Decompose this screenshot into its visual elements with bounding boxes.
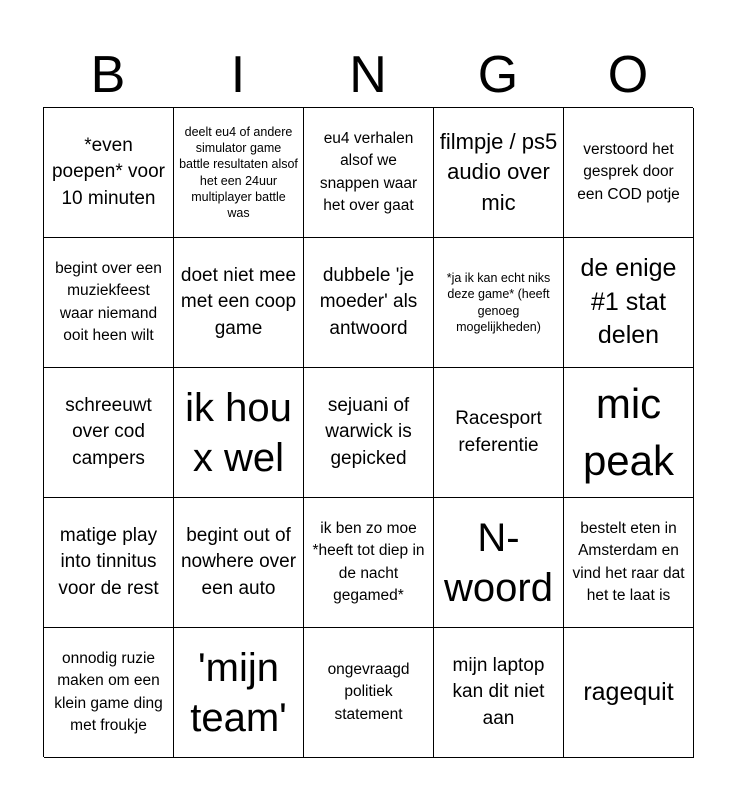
bingo-cell[interactable] — [304, 628, 434, 758]
cell-text: N-woord — [444, 515, 553, 610]
bingo-cell[interactable] — [174, 628, 304, 758]
bingo-header — [43, 44, 693, 106]
bingo-cell[interactable] — [44, 368, 174, 498]
bingo-cell[interactable] — [304, 368, 434, 498]
cell-text: ik ben zo moe *heeft tot diep in de nacht gegamed* — [312, 519, 425, 604]
bingo-cell[interactable] — [44, 108, 174, 238]
bingo-cell[interactable] — [434, 238, 564, 368]
cell-text: *even poepen* voor 10 minuten — [51, 134, 166, 209]
bingo-cell[interactable] — [174, 498, 304, 628]
cell-text: bestelt eten in Amsterdam en vind het raar dat het te laat is — [572, 519, 685, 604]
bingo-cell[interactable] — [304, 238, 434, 368]
bingo-cell[interactable] — [564, 108, 694, 238]
header-letter-g: G — [477, 46, 519, 104]
cell-text: ik hou x wel — [185, 385, 292, 480]
bingo-cell[interactable] — [434, 628, 564, 758]
cell-text: Racesport referentie — [455, 407, 542, 456]
bingo-cell[interactable] — [434, 368, 564, 498]
cell-text: begint over een muziekfeest waar niemand ooit heen wilt — [55, 259, 162, 344]
bingo-cell[interactable] — [564, 498, 694, 628]
cell-text: de enige #1 stat delen — [580, 253, 677, 350]
cell-text: ongevraagd politiek statement — [327, 660, 410, 723]
header-letter-o: O — [607, 46, 649, 104]
cell-text: begint out of nowhere over een auto — [180, 524, 297, 599]
bingo-cell[interactable] — [44, 628, 174, 758]
bingo-cell[interactable] — [564, 238, 694, 368]
bingo-cell[interactable] — [174, 238, 304, 368]
bingo-board — [43, 107, 693, 757]
cell-text: filmpje / ps5 audio over mic — [439, 128, 558, 215]
cell-text: deelt eu4 of andere simulator game battle resultaten alsof het een 24uur multiplayer battle was — [179, 124, 298, 220]
cell-text: mic peak — [582, 379, 675, 484]
bingo-cell[interactable] — [304, 498, 434, 628]
bingo-cell[interactable] — [434, 108, 564, 238]
cell-text: onnodig ruzie maken om een klein game ding met froukje — [54, 649, 163, 734]
bingo-cell[interactable] — [44, 238, 174, 368]
cell-text: eu4 verhalen alsof we snappen waar het over gaat — [319, 129, 418, 214]
bingo-cell[interactable] — [44, 498, 174, 628]
cell-text: 'mijn team' — [190, 645, 287, 740]
cell-text: mijn laptop kan dit niet aan — [452, 654, 545, 729]
cell-text: verstoord het gesprek door een COD potje — [577, 140, 680, 203]
bingo-cell[interactable] — [434, 498, 564, 628]
cell-text: doet niet mee met een coop game — [180, 264, 297, 339]
cell-text: ragequit — [583, 677, 674, 706]
cell-text: *ja ik kan echt niks deze game* (heeft genoeg mogelijkheden) — [446, 271, 551, 334]
cell-text: schreeuwt over cod campers — [65, 394, 152, 469]
bingo-cell[interactable] — [304, 108, 434, 238]
cell-text: matige play into tinnitus voor de rest — [58, 524, 159, 599]
header-letter-n: N — [349, 46, 387, 104]
cell-text: dubbele 'je moeder' als antwoord — [319, 264, 418, 339]
bingo-cell[interactable] — [174, 368, 304, 498]
header-letter-b: B — [90, 46, 126, 104]
cell-text: sejuani of warwick is gepicked — [325, 394, 412, 469]
bingo-cell[interactable] — [564, 628, 694, 758]
bingo-cell[interactable] — [174, 108, 304, 238]
bingo-cell[interactable] — [564, 368, 694, 498]
header-letter-i: I — [230, 46, 246, 104]
